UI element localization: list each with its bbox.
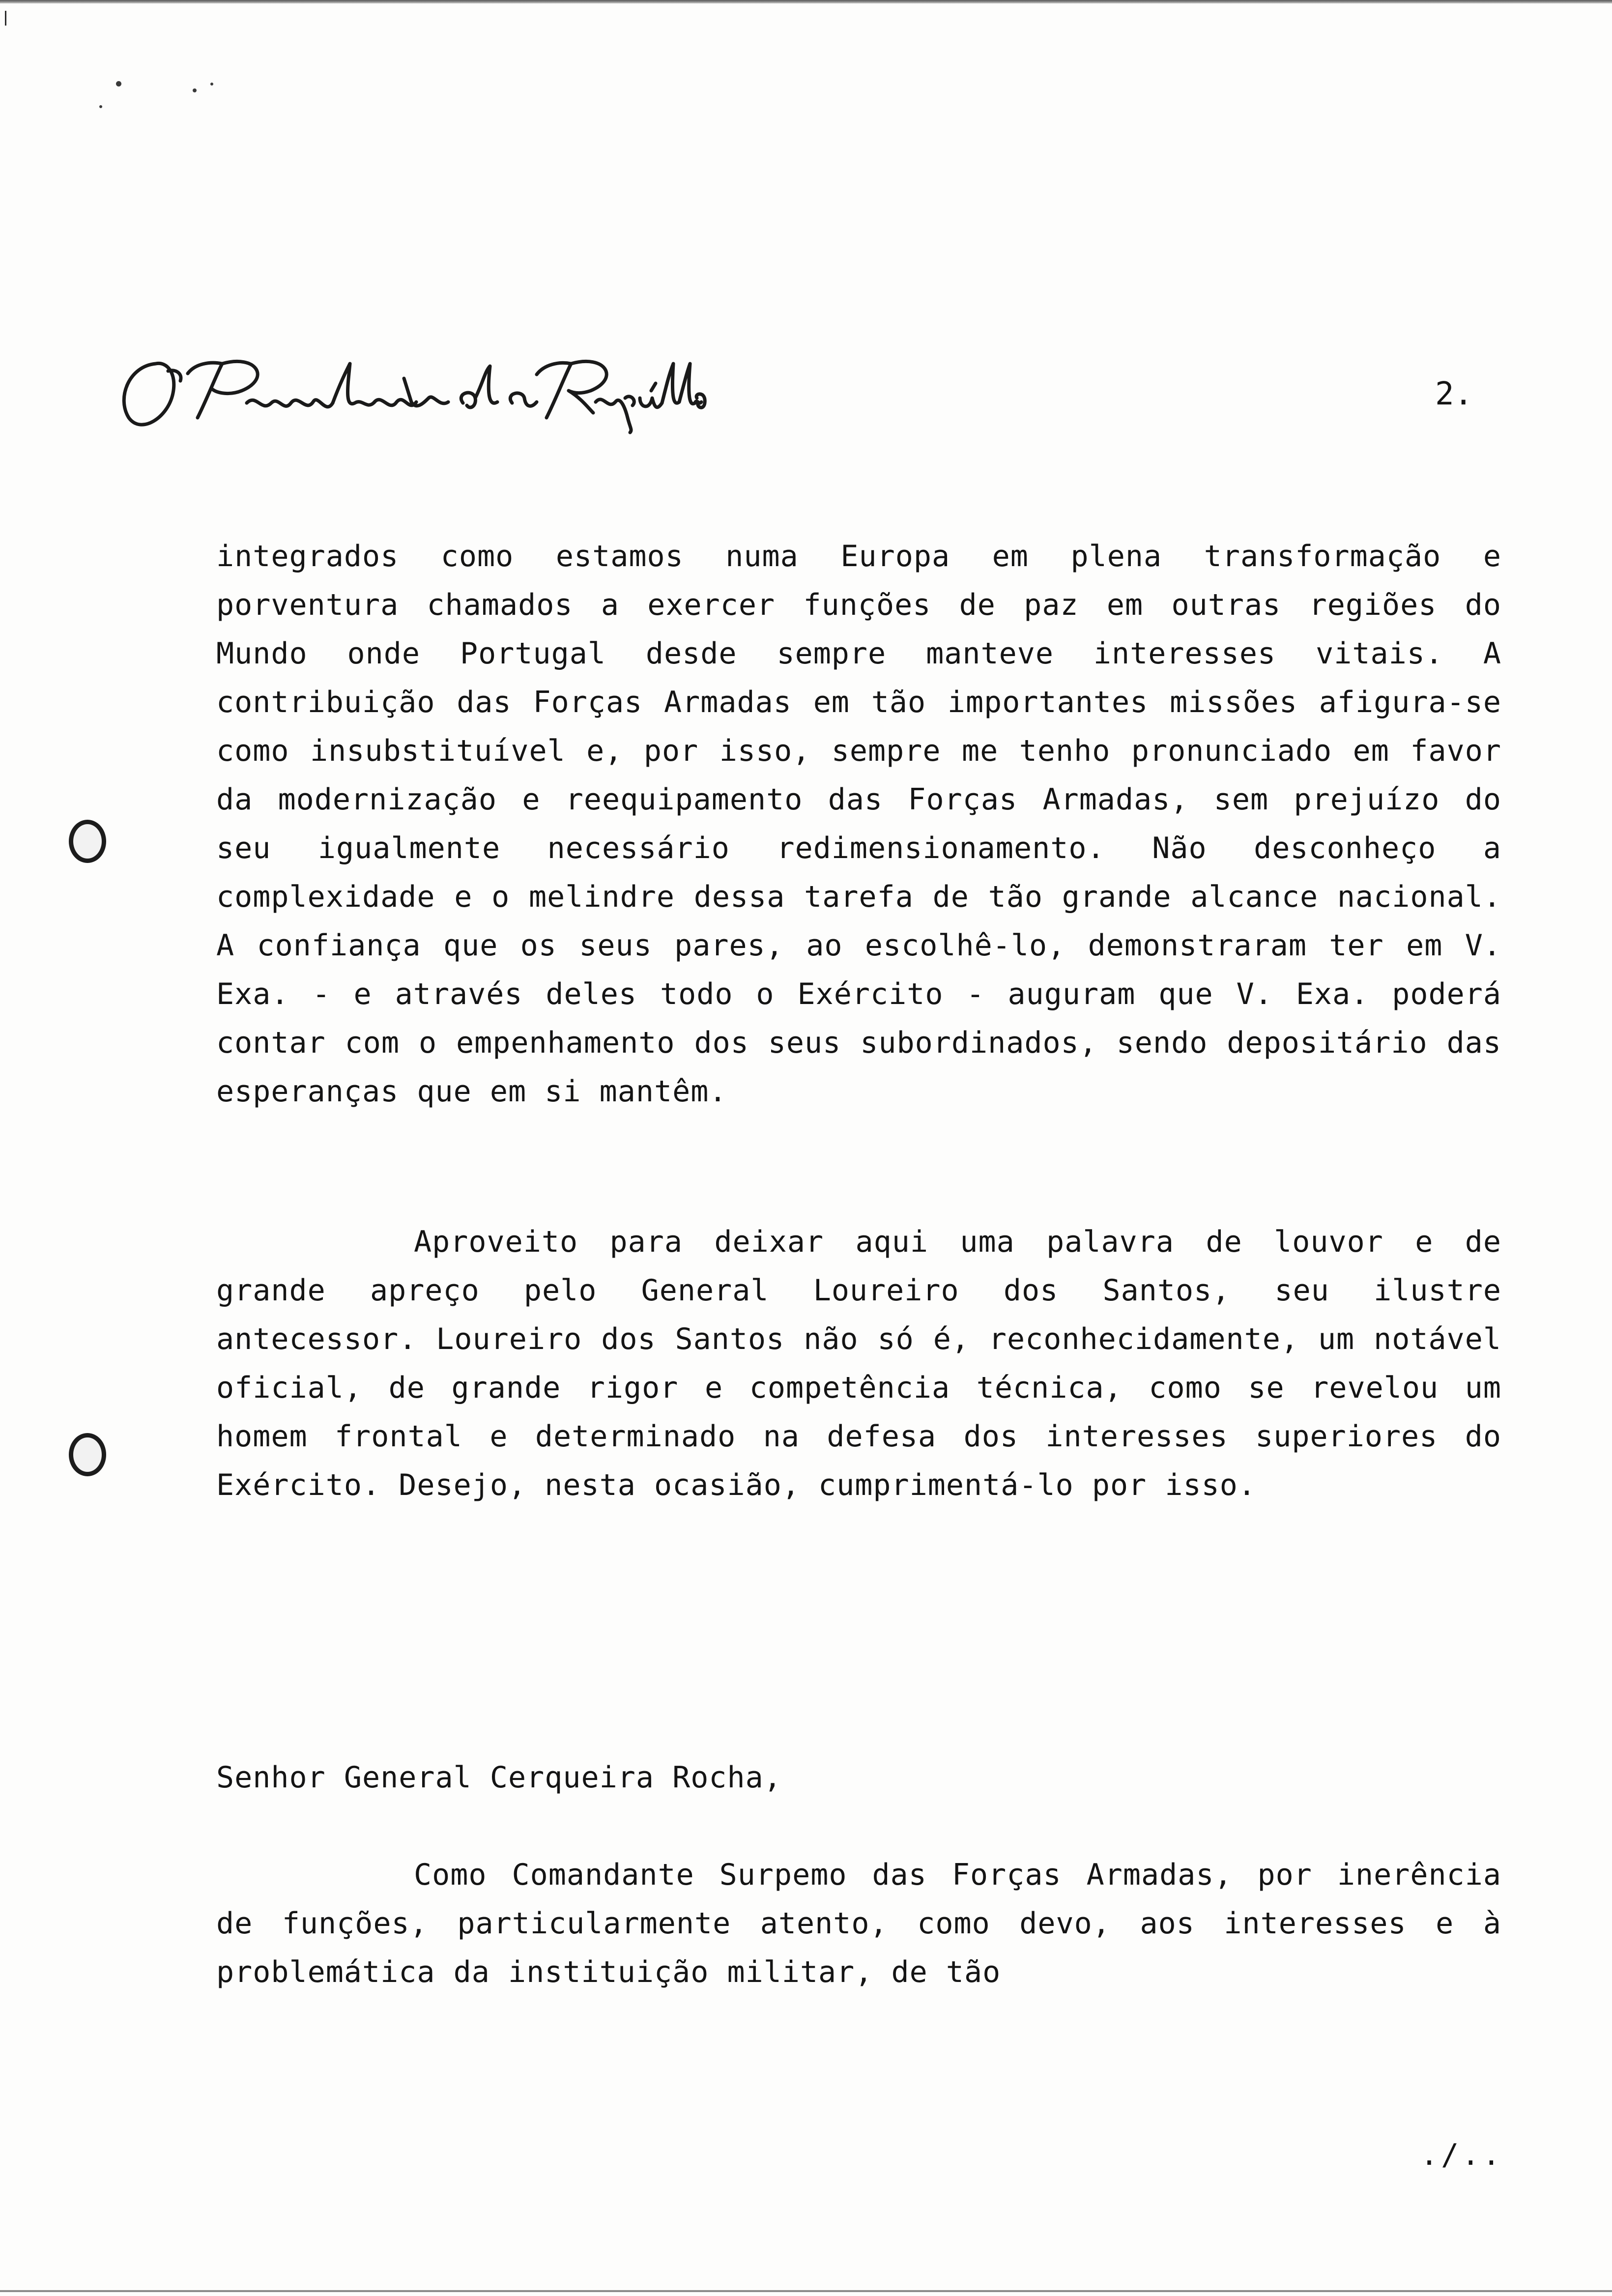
scan-left-mark <box>5 11 6 26</box>
paragraph-3: Como Comandante Surpemo das Forças Armadas, por inerência de funções, particularmente atento, como devo, aos interesses e à problemática da instituição militar, de tão <box>216 1858 1501 1989</box>
punch-hole-upper <box>69 820 106 863</box>
paragraph-2: Aproveito para deixar aqui uma palavra de louvor e de grande apreço pelo General Loureiro dos Santos, seu ilustre antecessor. Loureiro dos Santos não só é, reconhecidamente, um notável oficial, de grande rigor e competência técnica, como se revelou um homem frontal e determinado na defesa dos interesses superiores do Exército. Desejo, nesta ocasião, cumprimentá-lo por isso. <box>216 1225 1501 1502</box>
scan-speck <box>116 81 121 86</box>
scan-speck <box>99 105 102 108</box>
punch-hole-lower <box>69 1433 106 1476</box>
scan-speck <box>193 88 197 92</box>
salutation: Senhor General Cerqueira Rocha, <box>216 1760 782 1795</box>
scan-bottom-edge <box>0 2290 1612 2292</box>
continuation-mark: ./.. <box>1420 2138 1503 2172</box>
scan-speck <box>210 83 213 86</box>
scan-top-edge <box>0 0 1612 4</box>
paragraph-1: integrados como estamos numa Europa em plena transformação e porventura chamados a exercer funções de paz em outras regiões do Mundo onde Portugal desde sempre manteve interesses vitais. A contribuição das Forças Armadas em tão importantes missões afigura-se como insubstituível e, por isso, sempre me tenho pronunciado em favor da modernização e reequipamento das Forças Armadas, sem prejuízo do seu igualmente necessário redimensionamento. Não desconheço a complexidade e o melindre dessa tarefa de tão grande alcance nacional. A confiança que os seus pares, ao escolhê-lo, demonstraram ter em V. Exa. - e através deles todo o Exército - auguram que V. Exa. poderá contar com o empenhamento dos seus subordinados, sendo depositário das esperanças que em si mantêm. <box>216 539 1501 1109</box>
letterhead-script <box>109 344 709 437</box>
page-number: 2. <box>1435 376 1473 412</box>
